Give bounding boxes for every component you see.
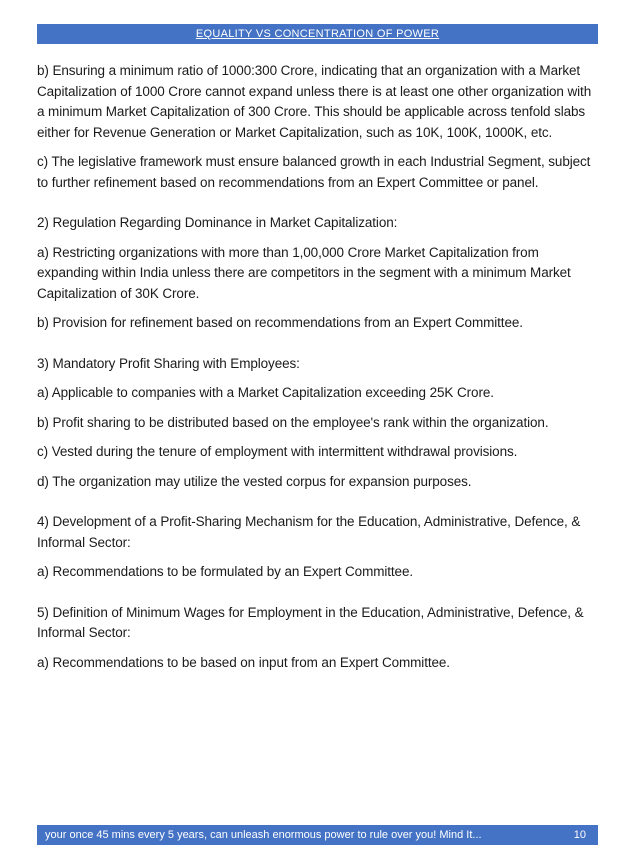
section-heading: 2) Regulation Regarding Dominance in Market Capitalization: — [37, 215, 398, 230]
header-title: EQUALITY VS CONCENTRATION OF POWER — [195, 28, 440, 40]
paragraph: b) Ensuring a minimum ratio of 1000:300 Crore, indicating that an organization with a Market Capitalization of 1000 Crore cannot expand unless there is at least one other organization with a minimum Market Capitalization of 300 Crore. This should be applicable across tenfold slabs either for Revenue Generation or Market Capitalization, such as 10K, 100K, 1000K, etc. — [37, 63, 592, 140]
page-number: 10 — [573, 829, 586, 841]
paragraph: a) Applicable to companies with a Market Capitalization exceeding 25K Crore. — [37, 385, 494, 400]
paragraph: d) The organization may utilize the vested corpus for expansion purposes. — [37, 473, 472, 489]
paragraph: b) Provision for refinement based on recommendations from an Expert Committee. — [37, 315, 523, 330]
paragraph: a) Recommendations to be formulated by an Expert Committee. — [37, 564, 414, 579]
section-heading: 4) Development of a Profit-Sharing Mechanism for the Education, Administrative, Defence, & Informal Sector: — [37, 514, 581, 550]
section-heading: 5) Definition of Minimum Wages for Employment in the Education, Administrative, Defence, & Informal Sector: — [37, 604, 584, 640]
footer-bar — [37, 825, 598, 845]
paragraph: c) The legislative framework must ensure balanced growth in each Industrial Segment, subject to further refinement based on recommendations from an Expert Committee or panel. — [37, 154, 591, 190]
header-bar — [37, 24, 598, 44]
paragraph: a) Restricting organizations with more than 1,00,000 Crore Market Capitalization from expanding within India unless there are competitors in the segment with a minimum Market Capitalization of 30K Crore. — [37, 244, 571, 301]
paragraph: c) Vested during the tenure of employment with intermittent withdrawal provisions. — [37, 444, 518, 459]
paragraph: b) Profit sharing to be distributed based on the employee's rank within the organization. — [37, 414, 549, 430]
document-body — [37, 61, 598, 682]
section-heading: 3) Mandatory Profit Sharing with Employees: — [37, 355, 300, 371]
footer-text: your once 45 mins every 5 years, can unleash enormous power to rule over you! Mind It... — [45, 829, 482, 841]
paragraph: a) Recommendations to be based on input from an Expert Committee. — [37, 654, 450, 670]
